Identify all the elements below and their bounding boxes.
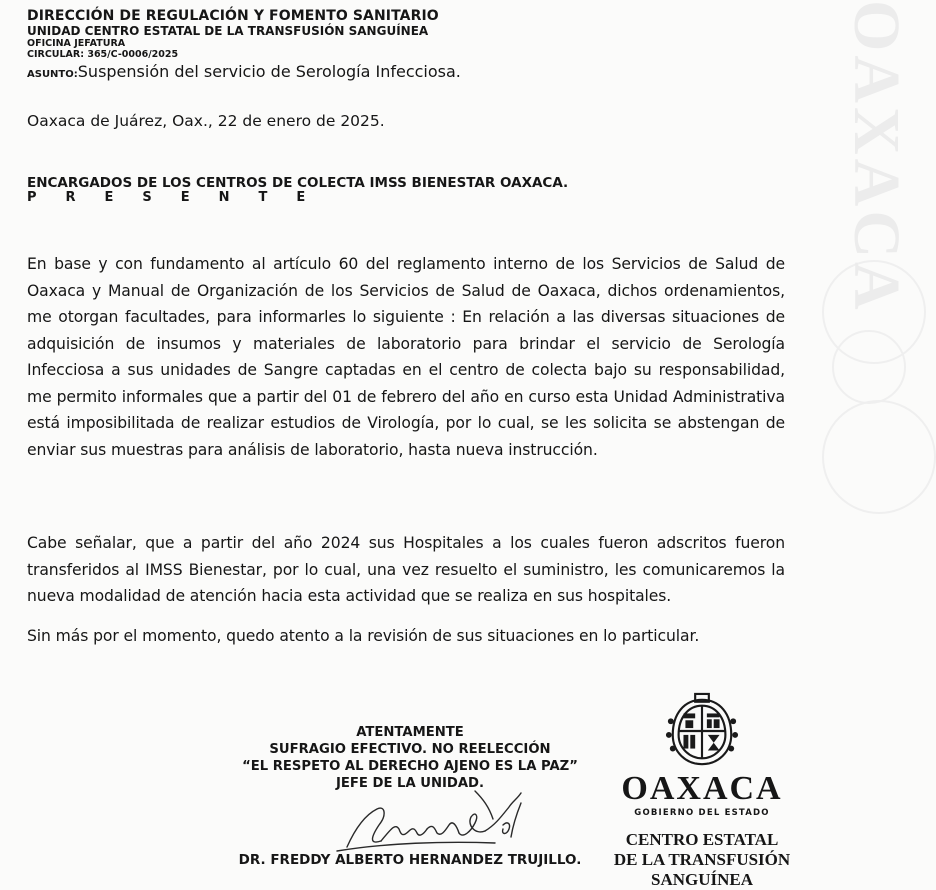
- signer-name: DR. FREDDY ALBERTO HERNANDEZ TRUJILLO.: [238, 852, 582, 868]
- closing-block: [200, 724, 620, 792]
- seal-centro-line2: DE LA TRANSFUSIÓN: [613, 850, 791, 869]
- body-paragraph-2: Cabe señalar, que a partir del año 2024 sus Hospitales a los cuales fueron adscritos fueron transferidos al IMSS Bienestar, por lo cual, una vez resuelto el suministro, les comunicaremos la nueva modalidad de atención hacia esta actividad que se realiza en sus hospitales.: [27, 534, 785, 605]
- circular-number: CIRCULAR: 365/C-0006/2025: [27, 49, 179, 60]
- oaxaca-coat-of-arms-icon: [663, 692, 741, 770]
- presente-heading: PRESENTE: [27, 190, 335, 205]
- body-paragraph-1: En base y con fundamento al artículo 60 del reglamento interno de los Servicios de Salud de Oaxaca y Manual de Organización de los Servicios de Salud de Oaxaca, dichos ordenamientos, me otorgan facultades, para informarles lo siguiente : En relación a las diversas situaciones de adquisición de insumos y materiales de laboratorio para brindar el servicio de Serología Infecciosa a sus unidades de Sangre captadas en el centro de colecta bajo su responsabilidad, me permito informales que a partir del 01 de febrero del año en curso esta Unidad Administrativa está imposibilitada de realizar estudios de Virología, por lo cual, se les solicita se abstengan de enviar sus muestras para análisis de laboratorio, hasta nueva instrucción.: [27, 255, 785, 459]
- sufragio-text: SUFRAGIO EFECTIVO. NO REELECCIÓN: [269, 742, 551, 757]
- unidad-heading: UNIDAD CENTRO ESTATAL DE LA TRANSFUSIÓN SANGUÍNEA: [27, 24, 429, 38]
- cargo-text: JEFE DE LA UNIDAD.: [335, 776, 485, 791]
- seal-gobierno: GOBIERNO DEL ESTADO: [634, 808, 770, 818]
- seal-name: OAXACA: [621, 770, 783, 807]
- letterhead: [27, 8, 461, 84]
- atentamente-text: ATENTAMENTE: [356, 725, 464, 740]
- direccion-heading: DIRECCIÓN DE REGULACIÓN Y FOMENTO SANITARIO: [27, 8, 439, 24]
- asunto-line: [27, 63, 461, 84]
- asunto-text: Suspensión del servicio de Serología Infecciosa.: [77, 62, 461, 81]
- lema-text: “EL RESPETO AL DERECHO AJENO ES LA PAZ”: [242, 759, 578, 774]
- recipient-heading: ENCARGADOS DE LOS CENTROS DE COLECTA IMSS BIENESTAR OAXACA.: [27, 175, 569, 191]
- official-seal: [612, 692, 792, 890]
- date-line: Oaxaca de Juárez, Oax., 22 de enero de 2025.: [27, 112, 385, 130]
- watermark-text: OAXACA: [840, 0, 913, 314]
- handwritten-signature: [325, 785, 555, 860]
- seal-centro-line3: SANGUÍNEA: [650, 870, 754, 889]
- asunto-label: ASUNTO:: [27, 69, 78, 80]
- seal-centro-line1: CENTRO ESTATAL: [625, 830, 779, 849]
- oficina-label: OFICINA JEFATURA: [27, 38, 126, 49]
- body-paragraph-3: Sin más por el momento, quedo atento a la revisión de sus situaciones en lo particular.: [27, 627, 700, 645]
